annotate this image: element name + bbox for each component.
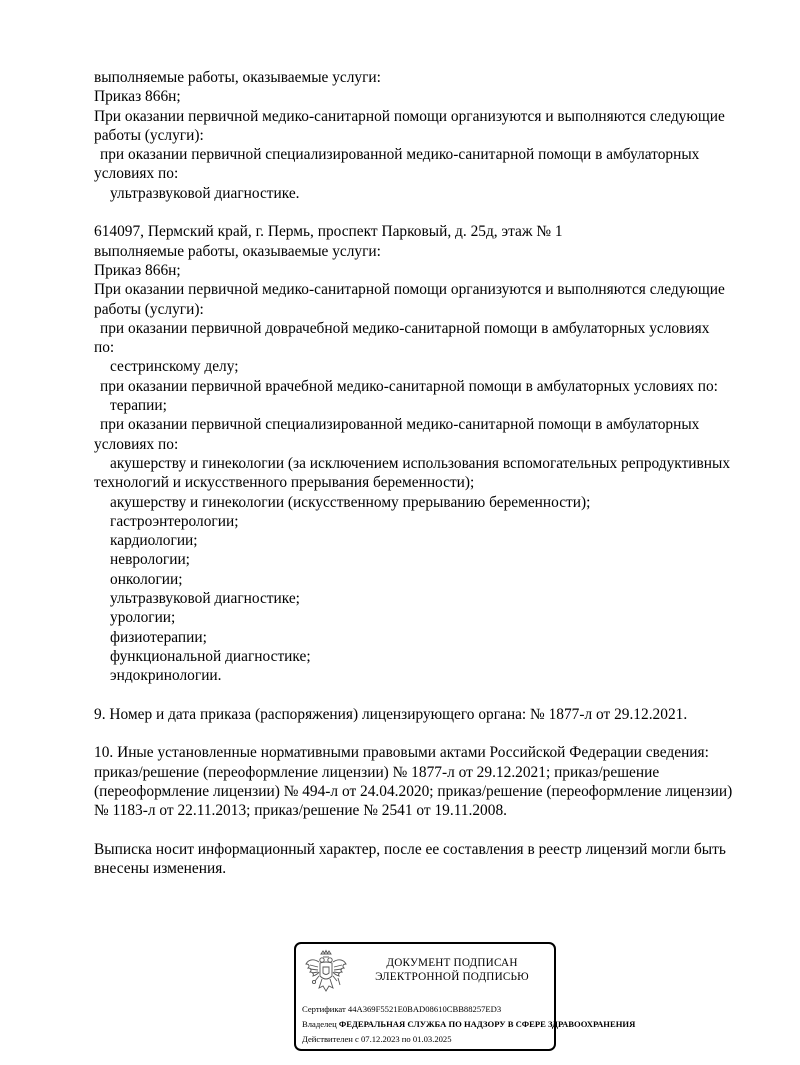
- document-line: физиотерапии;: [110, 628, 207, 646]
- russian-coat-of-arms-icon: [304, 950, 348, 996]
- validity-line: Действителен с 07.12.2023 по 01.03.2025: [302, 1034, 452, 1044]
- document-line: при оказании первичной врачебной медико-санитарной помощи в амбулаторных условиях по:: [100, 377, 718, 395]
- document-line: урологии;: [110, 609, 176, 627]
- document-line: ультразвуковой диагностике;: [110, 590, 300, 608]
- document-line: Выписка носит информационный характер, после ее составления в реестр лицензий могли быть: [94, 840, 726, 858]
- document-line: терапии;: [110, 397, 167, 415]
- document-line: условиях по:: [94, 435, 179, 453]
- owner-line: [302, 1017, 636, 1032]
- document-line: по:: [94, 339, 115, 357]
- document-line: акушерству и гинекологии (искусственному прерыванию беременности);: [110, 493, 591, 511]
- certificate-label: Сертификат: [302, 1004, 346, 1014]
- document-line: акушерству и гинекологии (за исключением использования вспомогательных репродуктивных: [110, 454, 731, 472]
- stamp-details: [302, 1002, 636, 1047]
- document-line: Приказ 866н;: [94, 261, 181, 279]
- stamp-heading-line1: ДОКУМЕНТ ПОДПИСАН: [386, 957, 518, 969]
- stamp-heading-line2: ЭЛЕКТРОННОЙ ПОДПИСЬЮ: [375, 971, 529, 983]
- document-line: сестринскому делу;: [110, 358, 239, 376]
- electronic-signature-stamp: [294, 942, 636, 1051]
- document-line: (переоформление лицензии) № 494-л от 24.04.2020; приказ/решение (переоформление лицензии): [94, 782, 733, 800]
- document-line: выполняемые работы, оказываемые услуги:: [94, 69, 381, 86]
- document-line: неврологии;: [110, 551, 190, 569]
- owner-value: ФЕДЕРАЛЬНАЯ СЛУЖБА ПО НАДЗОРУ В СФЕРЕ ЗДРАВООХРАНЕНИЯ: [338, 1019, 636, 1029]
- document-line: 10. Иные установленные нормативными правовыми актами Российской Федерации сведения:: [94, 744, 709, 762]
- document-line: работы (услуги):: [94, 300, 204, 318]
- paragraph-gap: [94, 203, 766, 222]
- document-line: при оказании первичной специализированной медико-санитарной помощи в амбулаторных: [100, 146, 700, 164]
- document-line: онкологии;: [110, 570, 183, 588]
- paragraph-gap: [94, 724, 766, 743]
- document-line: При оказании первичной медико-санитарной помощи организуются и выполняются следующие: [94, 107, 725, 125]
- owner-label: Владелец: [302, 1019, 337, 1029]
- document-line: Приказ 866н;: [94, 88, 181, 106]
- document-line: кардиологии;: [110, 532, 198, 550]
- document-line: гастроэнтерологии;: [110, 512, 239, 530]
- paragraph-gap: [94, 821, 766, 840]
- document-line: ультразвуковой диагностике.: [110, 184, 300, 202]
- certificate-value: 44A369F5521E0BAD08610CBB88257ED3: [347, 1004, 502, 1014]
- document-line: При оказании первичной медико-санитарной помощи организуются и выполняются следующие: [94, 281, 725, 299]
- document-line: технологий и искусственного прерывания беременности);: [94, 474, 475, 492]
- paragraph-gap: [94, 686, 766, 705]
- document-line: при оказании первичной доврачебной медико-санитарной помощи в амбулаторных условиях: [100, 319, 710, 337]
- document-line: № 1183-л от 22.11.2013; приказ/решение № 2541 от 19.11.2008.: [94, 802, 507, 820]
- document-line: приказ/решение (переоформление лицензии) № 1877-л от 29.12.2021; приказ/решение: [94, 763, 660, 781]
- stamp-heading: [354, 956, 550, 984]
- document-line: условиях по:: [94, 165, 179, 183]
- document-line: 9. Номер и дата приказа (распоряжения) лицензирующего органа: № 1877-л от 29.12.2021.: [94, 705, 688, 723]
- document-body: [94, 68, 766, 878]
- document-line: внесены изменения.: [94, 860, 227, 878]
- certificate-line: [302, 1002, 554, 1017]
- document-line: работы (услуги):: [94, 126, 204, 144]
- document-line: функциональной диагностике;: [110, 647, 311, 665]
- document-line: выполняемые работы, оказываемые услуги:: [94, 242, 381, 260]
- document-line: при оказании первичной специализированной медико-санитарной помощи в амбулаторных: [100, 416, 700, 434]
- document-line: эндокринологии.: [110, 667, 222, 685]
- document-line: 614097, Пермский край, г. Пермь, проспект Парковый, д. 25д, этаж № 1: [94, 223, 563, 241]
